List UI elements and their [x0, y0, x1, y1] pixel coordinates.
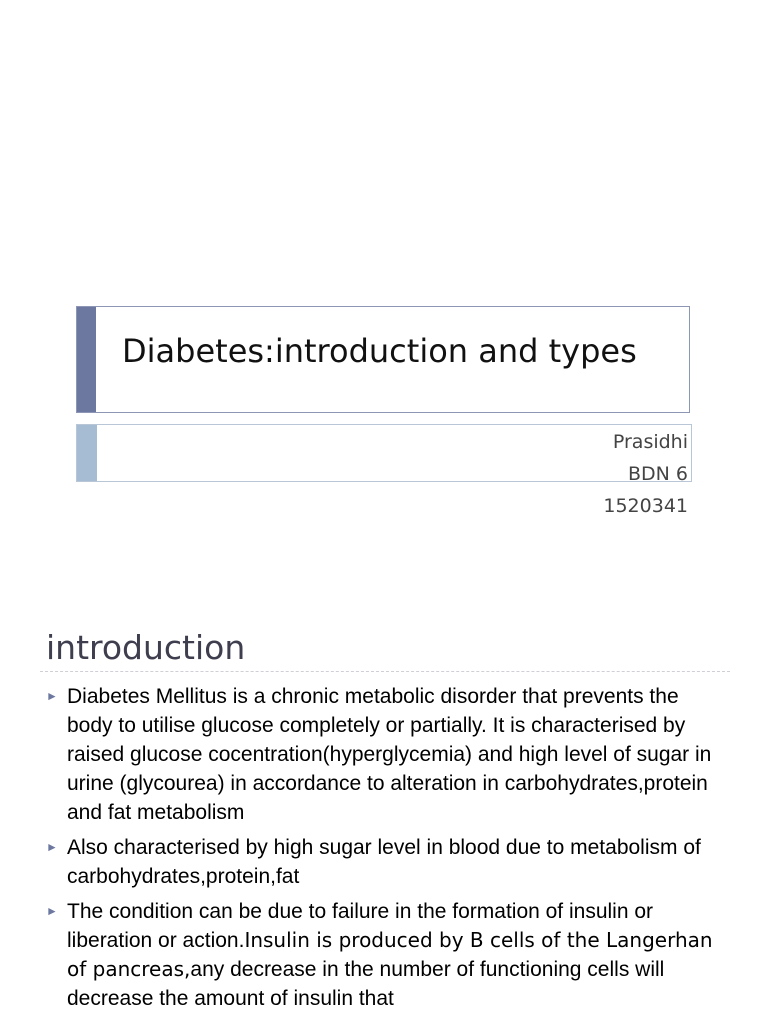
- bullet-text: Also characterised by high sugar level in blood due to metabolism of carbohydrates,protein,fat: [67, 836, 701, 888]
- slide-title: Diabetes:introduction and types: [122, 332, 637, 370]
- author-name: Prasidhi: [612, 431, 688, 453]
- bullet-item: [0, 682, 768, 827]
- bullet-text-insulin: Insulin is produced by B cells of the Langerhan of pancreas,: [67, 928, 713, 981]
- bullet-text: Diabetes Mellitus is a chronic metabolic disorder that prevents the body to utilise glucose completely or partially. It is characterised by raised glucose cocentration(hyperglycemia) and high level of sugar in urine (glycourea) in accordance to alteration in carbohydrates,protein and fat metabolism: [67, 685, 712, 824]
- slide-heading: introduction: [46, 628, 246, 667]
- bullet-item: [0, 833, 768, 891]
- batch-label: BDN 6: [627, 463, 688, 485]
- introduction-slide: [0, 600, 768, 1024]
- triangle-right-icon: ►: [46, 689, 58, 703]
- bullet-item: [0, 897, 768, 1013]
- triangle-right-icon: ►: [46, 904, 58, 918]
- bullet-list: [0, 682, 768, 1019]
- roll-number: 1520341: [603, 495, 688, 517]
- heading-divider: [40, 671, 730, 672]
- bullet-text: The condition can be due to failure in the formation of insulin or liberation or action.: [67, 900, 654, 952]
- bullet-text: any decrease in the number of functioning cells will decrease the amount of insulin that: [67, 958, 665, 1010]
- subtitle-lines: [603, 426, 688, 522]
- triangle-right-icon: ►: [46, 840, 58, 854]
